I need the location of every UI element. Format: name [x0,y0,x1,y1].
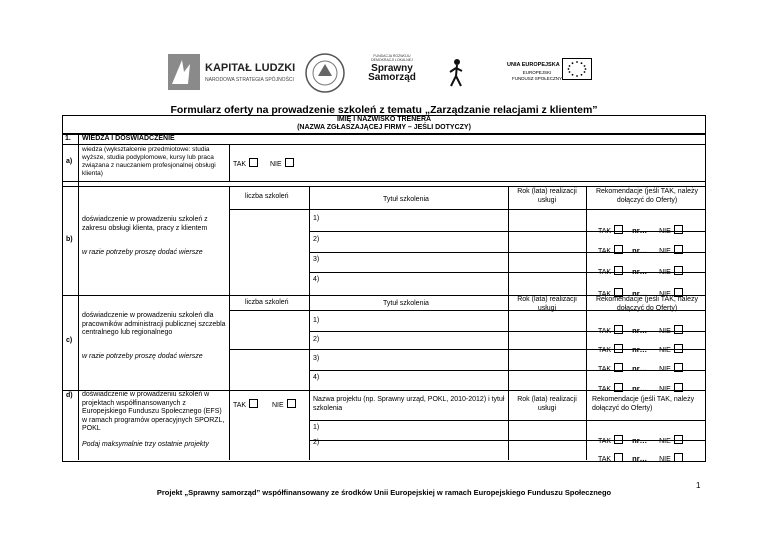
b3-tak-checkbox[interactable] [614,266,623,275]
row-c-text: doświadczenie w prowadzeniu szkoleń dla pracowników administracji publicznej szczebla centralnego lub regionalnego [82,312,226,336]
d-tak-checkbox[interactable] [249,399,258,408]
c-row-2: 2) [313,336,320,343]
b-rec-4: TAK nr… NIE [598,283,683,301]
d-rec-1: TAK nr… NIE [598,430,683,448]
d-rec-2: TAK nr… NIE [598,448,683,466]
b1-nie-checkbox[interactable] [674,225,683,234]
d-col-nazwa: Nazwa projektu (np. Sprawny urząd, POKL, 2010-2012) i tytuł szkolenia [313,396,505,412]
footer-text: Projekt „Sprawny samorząd” współfinansowany ze środków Unii Europejskiej w ramach Europejskiego Funduszu Społecznego [156,488,612,497]
d1-nie-checkbox[interactable] [674,435,683,444]
c-rec-4: TAK nr… NIE [598,378,683,396]
b-row-1: 1) [313,215,320,222]
trainer-name-label: IMIĘ I NAZWISKO TRENERA [336,116,432,123]
c-rec-2: TAK nr… NIE [598,339,683,357]
c3-tak-checkbox[interactable] [614,363,623,372]
c-row-1: 1) [313,317,320,324]
row-c-letter: c) [66,337,73,344]
c2-tak-checkbox[interactable] [614,344,623,353]
logo-bar [0,48,768,98]
kl-subtitle: NARODOWA STRATEGIA SPÓJNOŚCI [205,77,294,83]
eu-flag-logo [562,58,592,80]
d1-tak-checkbox[interactable] [614,435,623,444]
sprawny-samorzad-logo: Sprawny Samorząd [368,63,416,83]
section-title: WIEDZA I DOŚWIADCZENIE [82,135,175,142]
d-col-rok: Rok (lata) realizacji usługi [517,396,577,412]
d-row-2: 2) [313,439,320,446]
c-col-liczba: liczba szkoleń [245,299,289,306]
c3-nie-checkbox[interactable] [674,363,683,372]
sprawny-top-text: FUNDACJA ROZWOJU DEMOKRACJI LOKALNEJ [371,54,413,62]
c-col-rekom: Rekomendacje (jeśli TAK, należy dołączyć do Oferty) [595,296,699,312]
a-nie-label: NIE [270,158,294,168]
company-name-label: (NAZWA ZGŁASZAJĄCEJ FIRMY – JEŚLI DOTYCZY) [297,124,471,131]
c2-nie-checkbox[interactable] [674,344,683,353]
b-col-tytul: Tytuł szkolenia [383,196,429,203]
d2-nie-checkbox[interactable] [674,453,683,462]
kl-title: KAPITAŁ LUDZKI [205,62,296,74]
row-a-text: wiedza (wykształcenie przedmiotowe: studia wyższe, studia podyplomowe, kursy lub praca związana z nauczaniem profesjonalnej obsługi klienta) [82,146,216,177]
c-row-4: 4) [313,374,320,381]
row-b-note: w razie potrzeby proszę dodać wiersze [82,249,203,256]
row-d-note: Podaj maksymalnie trzy ostatnie projekty [82,441,209,448]
row-d-letter: d) [66,392,73,399]
d-nie-label: NIE [272,399,296,409]
d2-tak-checkbox[interactable] [614,453,623,462]
b-col-liczba: liczba szkoleń [245,193,289,200]
c1-tak-checkbox[interactable] [614,325,623,334]
c-rec-1: TAK nr… NIE [598,320,683,338]
a-tak-checkbox[interactable] [249,158,258,167]
b2-nie-checkbox[interactable] [674,245,683,254]
b-rec-2: TAK nr… NIE [598,240,683,258]
b-rec-1: TAK nr… NIE [598,220,683,238]
c1-nie-checkbox[interactable] [674,325,683,334]
a-tak-label: TAK [233,158,258,168]
b-row-3: 3) [313,256,320,263]
walking-figure-logo [446,54,468,90]
d-tak-label: TAK [233,399,258,409]
b1-tak-checkbox[interactable] [614,225,623,234]
c-col-tytul: Tytuł szkolenia [383,300,429,307]
row-c-note: w razie potrzeby proszę dodać wiersze [82,353,203,360]
d-nie-checkbox[interactable] [287,399,296,408]
b2-tak-checkbox[interactable] [614,245,623,254]
c-rec-3: TAK nr… NIE [598,358,683,376]
d-row-1: 1) [313,424,320,431]
row-d-text: doświadczenie w prowadzeniu szkoleń w projektach współfinansowanych z Europejskiego Funduszu Społecznego (EFS) w ramach programów operacyjnych SPORZL, POKL [82,391,225,432]
b-col-rekom: Rekomendacje (jeśli TAK, należy dołączyć do Oferty) [595,188,699,204]
d-col-rekom: Rekomendacje (jeśli TAK, należy dołączyć do Oferty) [592,396,695,412]
b-row-4: 4) [313,276,320,283]
kapital-ludzki-logo [168,54,200,90]
ue-subtitle: EUROPEJSKI FUNDUSZ SPOŁECZNY [512,70,563,81]
a-nie-checkbox[interactable] [285,158,294,167]
c-row-3: 3) [313,355,320,362]
row-b-text: doświadczenie w prowadzeniu szkoleń z zakresu obsługi klienta, pracy z klientem [82,216,208,232]
row-b-letter: b) [66,236,73,243]
row-a-letter: a) [66,158,73,165]
section-number: 1. [65,135,71,142]
seal-logo [304,52,346,94]
form-title: Formularz oferty na prowadzenie szkoleń z tematu „Zarządzanie relacjami z klientem” [170,104,598,116]
b-col-rok: Rok (lata) realizacji usługi [517,188,577,204]
b3-nie-checkbox[interactable] [674,266,683,275]
b-row-2: 2) [313,236,320,243]
b-rec-3: TAK nr… NIE [598,261,683,279]
c-col-rok: Rok (lata) realizacji usługi [517,296,577,312]
page-number: 1 [696,481,701,490]
ue-title: UNIA EUROPEJSKA [507,62,560,68]
